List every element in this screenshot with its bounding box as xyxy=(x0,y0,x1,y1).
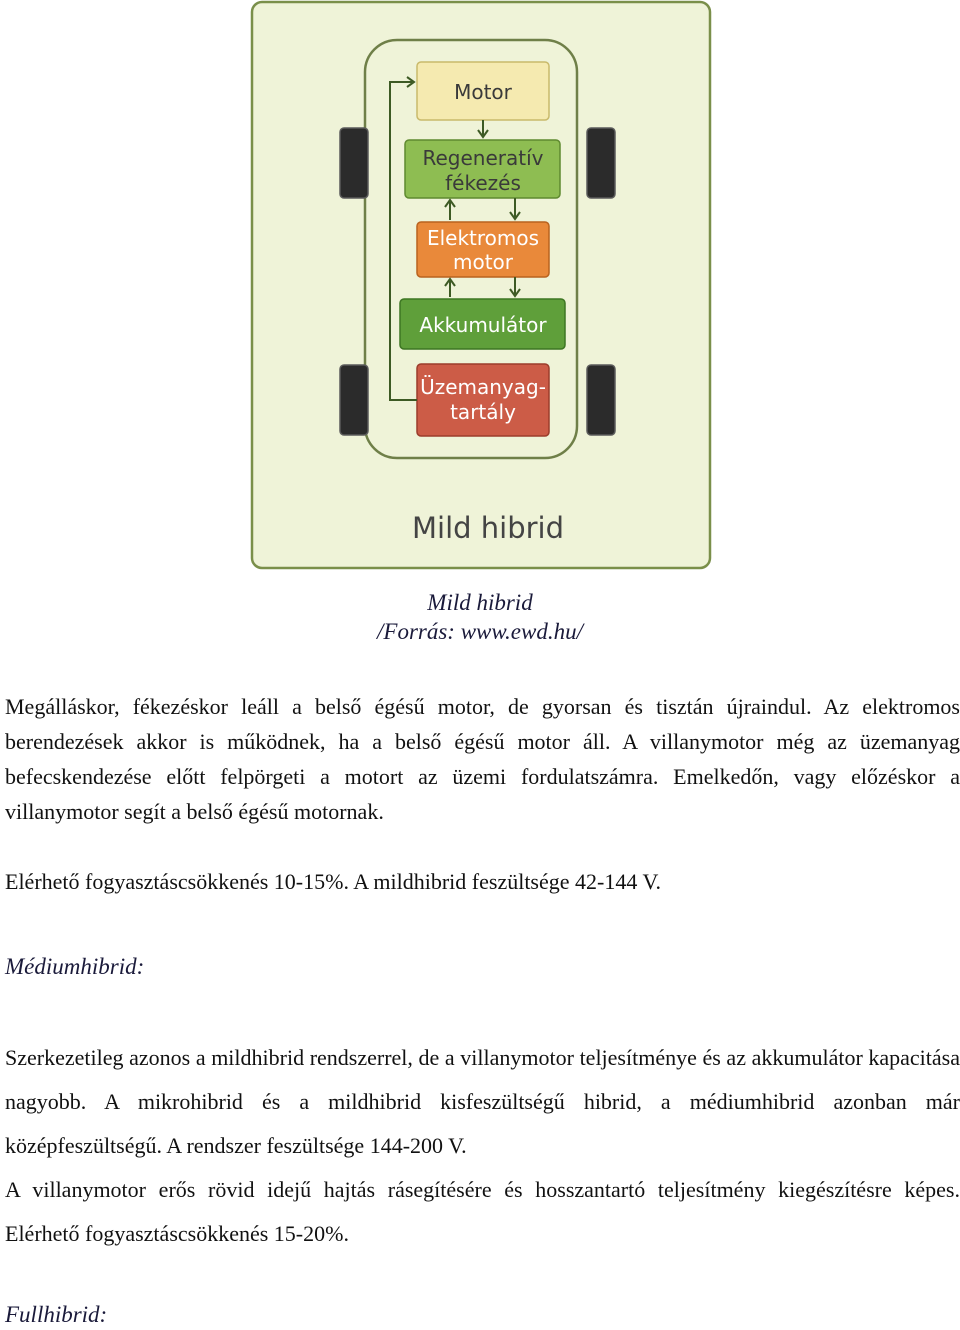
caption-source: /Forrás: www.ewd.hu/ xyxy=(377,619,583,644)
mild-hybrid-savings: Elérhető fogyasztáscsökkenés 10-15%. A mildhibrid feszültsége 42-144 V. xyxy=(5,869,662,894)
diagram-title: Mild hibrid xyxy=(412,511,564,545)
caption-title: Mild hibrid xyxy=(427,590,533,615)
wheel-front-left xyxy=(340,128,368,198)
battery-label: Akkumulátor xyxy=(419,313,547,337)
regen-label-line1: Regeneratív xyxy=(422,146,544,170)
electric-motor-label-line2: motor xyxy=(452,250,514,274)
medium-hybrid-savings: A villanymotor erős rövid idejű hajtás rásegítésére és hosszantartó teljesítmény kiegészítésre képes. Elérhető fogyasztáscsökkenés 15-20%. xyxy=(5,1177,960,1246)
wheel-front-right xyxy=(587,128,615,198)
motor-label: Motor xyxy=(454,80,512,104)
mild-hybrid-diagram xyxy=(250,0,712,572)
regen-label-line2: fékezés xyxy=(445,171,521,195)
full-hybrid-heading: Fullhibrid: xyxy=(5,1302,108,1327)
wheel-rear-left xyxy=(340,365,368,435)
wheel-rear-right xyxy=(587,365,615,435)
fuel-tank-label-line2: tartály xyxy=(450,400,516,424)
medium-hybrid-heading: Médiumhibrid: xyxy=(5,954,145,979)
figure-caption xyxy=(0,588,960,646)
mild-hybrid-paragraph: Megálláskor, fékezéskor leáll a belső égésű motor, de gyorsan és tisztán újraindul. Az elektromos berendezések akkor is működnek, ha a belső égésű motor áll. A villanymotor még az üzemanyag befecskendezése előtt felpörgeti a motort az üzemi fordulatszámra. Emelkedőn, vagy előzéskor a villanymotor segít a belső égésű motornak. xyxy=(5,694,960,824)
diagram-svg xyxy=(250,0,712,572)
fuel-tank-label-line1: Üzemanyag- xyxy=(420,375,546,399)
electric-motor-label-line1: Elektromos xyxy=(426,226,540,250)
medium-hybrid-paragraph: Szerkezetileg azonos a mildhibrid rendszerrel, de a villanymotor teljesítménye és az akkumulátor kapacitása nagyobb. A mikrohibrid és a mildhibrid kisfeszültségű hibrid, a médiumhibrid azonban már középfeszültségű. A rendszer feszültsége 144-200 V. xyxy=(5,1045,960,1158)
